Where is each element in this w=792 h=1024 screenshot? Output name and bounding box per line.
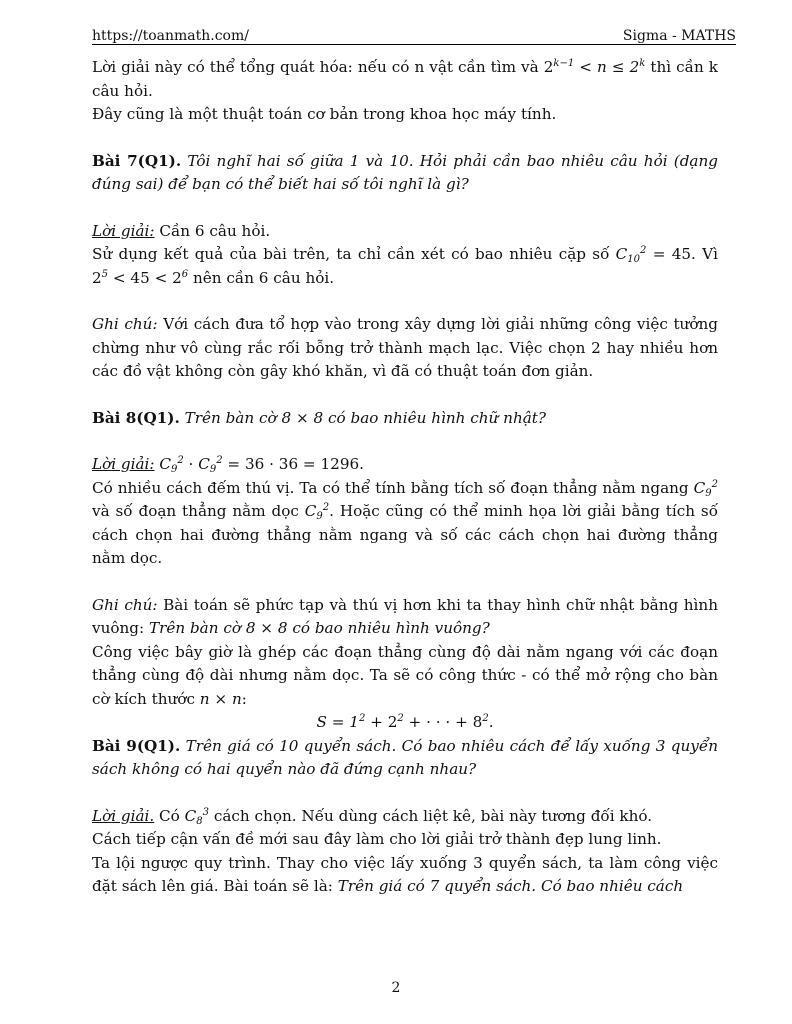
solution-8 <box>92 453 718 477</box>
note-7: Ghi chú: Với cách đưa tổ hợp vào trong xây dựng lời giải những công việc tưởng chừng như vô cùng rắc rối bỗng trở thành mạch lạc. Việc chọn 2 hay nhiều hơn các đồ vật không còn gây khó khăn, vì đã có thuật toán đơn giản. <box>92 315 718 380</box>
problem-7-label: Bài 7(Q1). <box>92 151 182 170</box>
problem-9-label: Bài 9(Q1). <box>92 736 181 755</box>
header-url: https://toanmath.com/ <box>92 28 249 44</box>
squares-formula: $S = 1^2 + 2^2$ + · · · + $8^2$. <box>316 713 494 731</box>
note-label: Ghi chú: <box>92 315 158 333</box>
solution-label: Lời giải: <box>92 455 155 473</box>
solution-7-detail: Sử dụng kết quả của bài trên, ta chỉ cần xét có bao nhiêu cặp số $C_{10}^2 = 45$. Vì $2^5 < 45 < 2^6$ nên cần 6 câu hỏi. <box>92 245 718 287</box>
problem-9: Bài 9(Q1). Trên giá có 10 quyển sách. Có bao nhiêu cách để lấy xuống 3 quyển sách không có hai quyển nào đã đứng cạnh nhau? <box>92 736 718 778</box>
note-8: Ghi chú: Bài toán sẽ phức tạp và thú vị hơn khi ta thay hình chữ nhật bằng hình vuông: Trên bàn cờ 8 × 8 có bao nhiêu hình vuông? <box>92 595 718 637</box>
power-inequality: $2^5 < 45 < 2^6$ <box>92 268 189 287</box>
problem-7: Bài 7(Q1). Tôi nghĩ hai số giữa 1 và 10. Hỏi phải cần bao nhiêu câu hỏi (dạng đúng sai) để bạn có thể biết hai số tôi nghĩ là gì? <box>92 151 718 193</box>
inequality: $2^{k-1} < n \le 2^k$ <box>543 58 646 76</box>
combination-c8-3: $C_8^3$ <box>184 806 210 827</box>
note-8-detail: Công việc bây giờ là ghép các đoạn thẳng cùng độ dài nằm ngang với các đoạn thẳng cùng độ dài nhưng nằm dọc. Ta sẽ có công thức - có thể mở rộng cho bàn cờ kích thước n × n: <box>92 642 718 708</box>
solution-9: Lời giải. Có $C_8^3$ cách chọn. Nếu dùng cách liệt kê, bài này tương đối khó. <box>92 806 653 827</box>
solution-9-approach: Cách tiếp cận vấn đề mới sau đây làm cho lời giải trở thành đẹp lung linh. <box>92 830 662 848</box>
solution-8-detail: Có nhiều cách đếm thú vị. Ta có thể tính bằng tích số đoạn thẳng nằm ngang $C_9^2$ và số đoạn thẳng nằm dọc $C_9^2$. Hoặc cũng có thể minh họa lời giải bằng tích số cách chọn hai đường thẳng nằm ngang và số các cách chọn hai đường thẳng nằm dọc. <box>92 478 718 567</box>
solution-label: Lời giải: <box>92 221 155 240</box>
solution-9-detail: Ta lội ngược quy trình. Thay cho việc lấy xuống 3 quyển sách, ta làm công việc đặt sách lên giá. Bài toán sẽ là: Trên giá có 7 quyển sách. Có bao nhiêu cách <box>92 853 718 895</box>
page-number: 2 <box>391 980 401 996</box>
note-label: Ghi chú: <box>92 595 158 614</box>
paragraph-generalization: Lời giải này có thể tổng quát hóa: nếu có n vật cần tìm và $2^{k-1} < n \le 2^k$ thì cần k câu hỏi. <box>92 58 718 100</box>
paragraph-algorithm: Đây cũng là một thuật toán cơ bản trong khoa học máy tính. <box>92 105 557 123</box>
problem-8-label: Bài 8(Q1). <box>92 408 180 427</box>
header-title: Sigma - MATHS <box>622 28 736 44</box>
problem-8: Bài 8(Q1). Trên bàn cờ 8 × 8 có bao nhiêu hình chữ nhật? <box>92 408 547 427</box>
combination-c10-2: $C_{10}^2 = 45$ <box>615 245 692 265</box>
page-header <box>92 24 736 45</box>
solution-8-formula: $C_9^2 \cdot C_9^2 = 36 \cdot 36 = 1296$. <box>159 455 364 475</box>
solution-label: Lời giải. <box>92 806 155 825</box>
solution-7: Lời giải: Cần 6 câu hỏi. <box>92 221 271 240</box>
page-content <box>92 56 718 899</box>
